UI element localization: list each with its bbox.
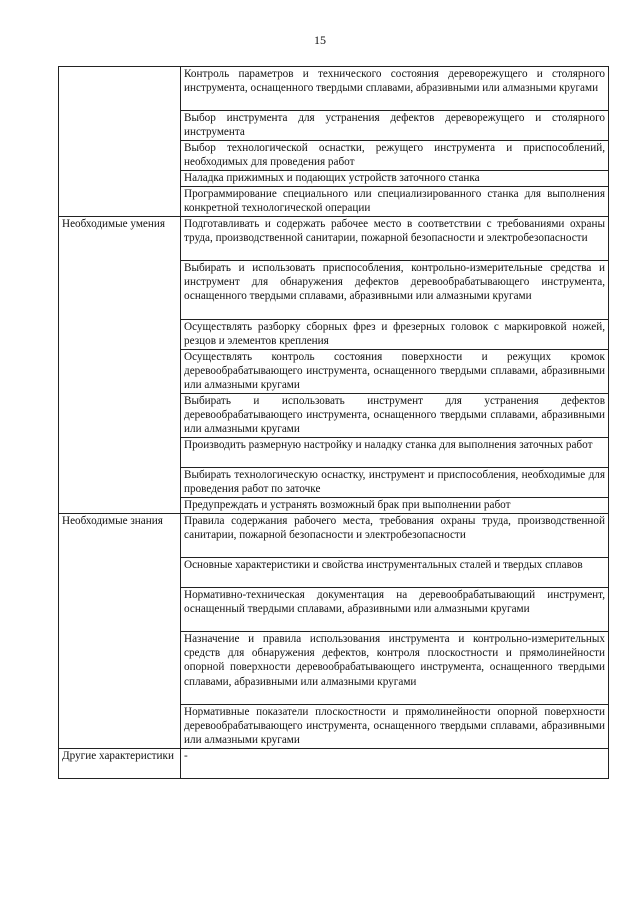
- requirement-item: Выбирать и использовать приспособления, контрольно-измерительные средства и инструмент для обнаружения дефектов деревообрабатывающего инструмента, оснащенного твердыми сплавами, абразивными или алмазными кругами: [181, 261, 609, 320]
- requirement-item: Осуществлять разборку сборных фрез и фрезерных головок с маркировкой ножей, резцов и элементов крепления: [181, 320, 609, 350]
- requirement-item: Нормативные показатели плоскостности и прямолинейности опорной поверхности деревообрабатывающего инструмента, оснащенного твердыми сплавами, абразивными или алмазными кругами: [181, 705, 609, 749]
- category-other: Другие характеристики: [59, 749, 181, 779]
- requirement-item: Подготавливать и содержать рабочее место в соответствии с требованиями охраны труда, производственной санитарии, пожарной безопасности и электробезопасности: [181, 217, 609, 261]
- requirement-item: Выбор технологической оснастки, режущего инструмента и приспособлений, необходимых для проведения работ: [181, 141, 609, 171]
- table-row: [59, 217, 609, 261]
- table-row: [59, 514, 609, 558]
- category-knowledge: Необходимые знания: [59, 514, 181, 749]
- table-row: [59, 749, 609, 779]
- requirement-item: Осуществлять контроль состояния поверхности и режущих кромок деревообрабатывающего инструмента, оснащенного твердыми сплавами, абразивными или алмазными кругами: [181, 350, 609, 394]
- requirement-item: Основные характеристики и свойства инструментальных сталей и твердых сплавов: [181, 558, 609, 588]
- category-cell: [59, 67, 181, 217]
- table-row: [59, 67, 609, 111]
- requirement-item: Выбирать технологическую оснастку, инструмент и приспособления, необходимые для проведения работ по заточке: [181, 468, 609, 498]
- requirement-item: Программирование специального или специализированного станка для выполнения конкретной технологической операции: [181, 187, 609, 217]
- requirement-item: Назначение и правила использования инструмента и контрольно-измерительных средств для обнаружения дефектов, контроля плоскостности и прямолинейности опорной поверхности деревообрабатывающего инструмента, оснащенного твердыми сплавами, абразивными или алмазными кругами: [181, 632, 609, 705]
- requirements-table: [58, 66, 609, 779]
- requirement-item: Предупреждать и устранять возможный брак при выполнении работ: [181, 498, 609, 514]
- page-number: 15: [314, 33, 326, 47]
- requirement-item: Выбор инструмента для устранения дефектов дереворежущего и столярного инструмента: [181, 111, 609, 141]
- category-skills: Необходимые умения: [59, 217, 181, 514]
- requirement-item: Правила содержания рабочего места, требования охраны труда, производственной санитарии, пожарной безопасности и электробезопасности: [181, 514, 609, 558]
- requirement-item: Контроль параметров и технического состояния дереворежущего и столярного инструмента, оснащенного твердыми сплавами, абразивными или алмазными кругами: [181, 67, 609, 111]
- requirement-item: Наладка прижимных и подающих устройств заточного станка: [181, 171, 609, 187]
- requirement-item: Нормативно-техническая документация на деревообрабатывающий инструмент, оснащенный твердыми сплавами, абразивными или алмазными кругами: [181, 588, 609, 632]
- requirement-item: Производить размерную настройку и наладку станка для выполнения заточных работ: [181, 438, 609, 468]
- requirement-item: Выбирать и использовать инструмент для устранения дефектов деревообрабатывающего инструмента, оснащенного твердыми сплавами, абразивными или алмазными кругами: [181, 394, 609, 438]
- requirement-item: -: [181, 749, 609, 779]
